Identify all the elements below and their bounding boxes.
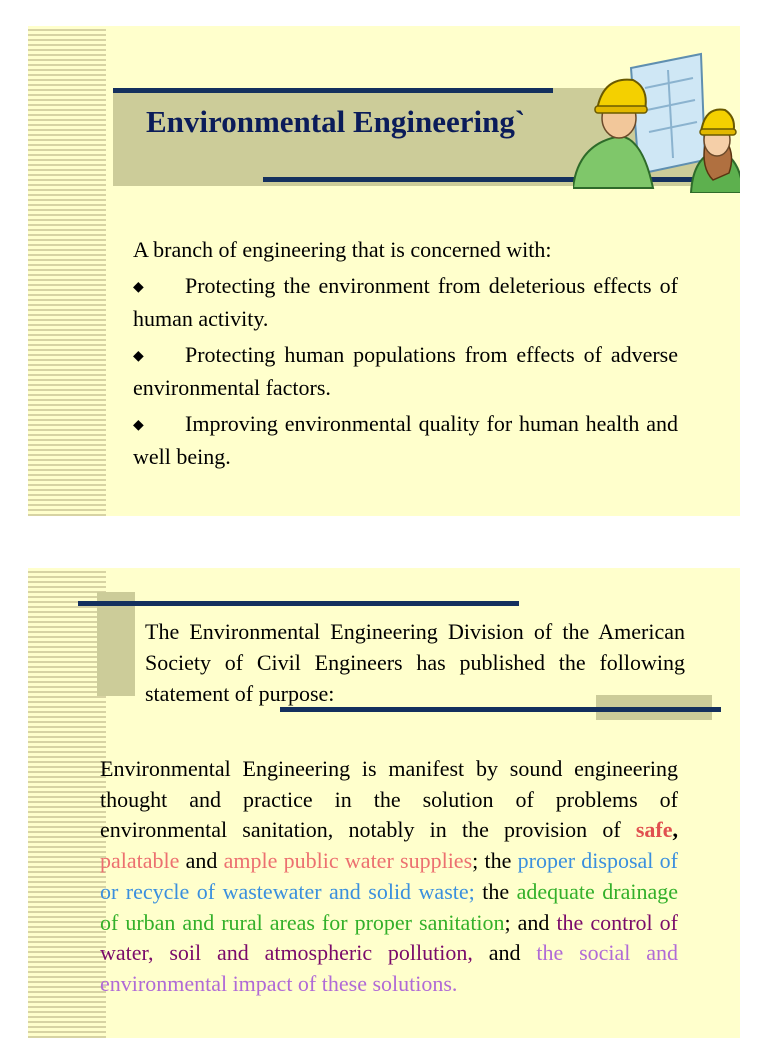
bullet-item <box>133 408 678 472</box>
statement-text: ; the <box>472 848 518 874</box>
slide-2 <box>28 568 740 1038</box>
statement-text: Environmental Engineering is manifest by sound engineering thought and practice in the solution of problems of environmental sanitation, notably in the provision of <box>100 756 678 843</box>
statement-text: , <box>672 817 678 843</box>
highlight-water-supplies: ample public water supplies <box>223 848 473 874</box>
highlight-safe: safe <box>635 817 673 843</box>
highlight-drainage: adequate drainage of urban and rural areas for proper sanitation <box>100 878 678 935</box>
highlight-waste-disposal: proper disposal of or recycle of wastewater and solid waste; <box>100 848 678 904</box>
purpose-statement <box>100 754 678 1000</box>
bullet-item <box>133 270 678 334</box>
bullet-item <box>133 339 678 403</box>
bullet-text: Protecting human populations from effects of adverse environmental factors. <box>133 342 678 400</box>
diamond-bullet-icon: ◆ <box>133 418 144 433</box>
purpose-text: The Environmental Engineering Division of the American Society of Civil Engineers has published the following statement of purpose: <box>145 619 685 706</box>
highlight-pollution-control: the control of water, soil and atmospheric pollution, <box>100 909 678 966</box>
bullet-text: Improving environmental quality for human health and well being. <box>133 411 678 469</box>
diamond-bullet-icon: ◆ <box>133 280 144 295</box>
highlight-social-impact: the social and environmental impact of these solutions. <box>100 940 679 996</box>
bullet-text: Protecting the environment from deleterious effects of human activity. <box>133 273 678 331</box>
striped-margin <box>28 26 106 516</box>
statement-text: the <box>474 878 517 904</box>
diamond-bullet-icon: ◆ <box>133 349 144 364</box>
statement-text: ; and <box>504 909 557 935</box>
intro-text: A branch of engineering that is concerned with: <box>133 237 552 262</box>
slide-1 <box>28 26 740 516</box>
statement-text: and <box>179 848 224 874</box>
striped-margin <box>28 568 106 1038</box>
highlight-palatable: palatable <box>100 848 180 874</box>
engineers-hardhat-blueprint-icon <box>573 48 740 193</box>
top-rule <box>78 601 519 606</box>
statement-text: and <box>472 940 537 966</box>
title-top-rule <box>113 88 553 93</box>
slide-1-body <box>133 234 678 477</box>
accent-block-left <box>97 592 135 696</box>
slide-title: Environmental Engineering` <box>146 104 526 139</box>
